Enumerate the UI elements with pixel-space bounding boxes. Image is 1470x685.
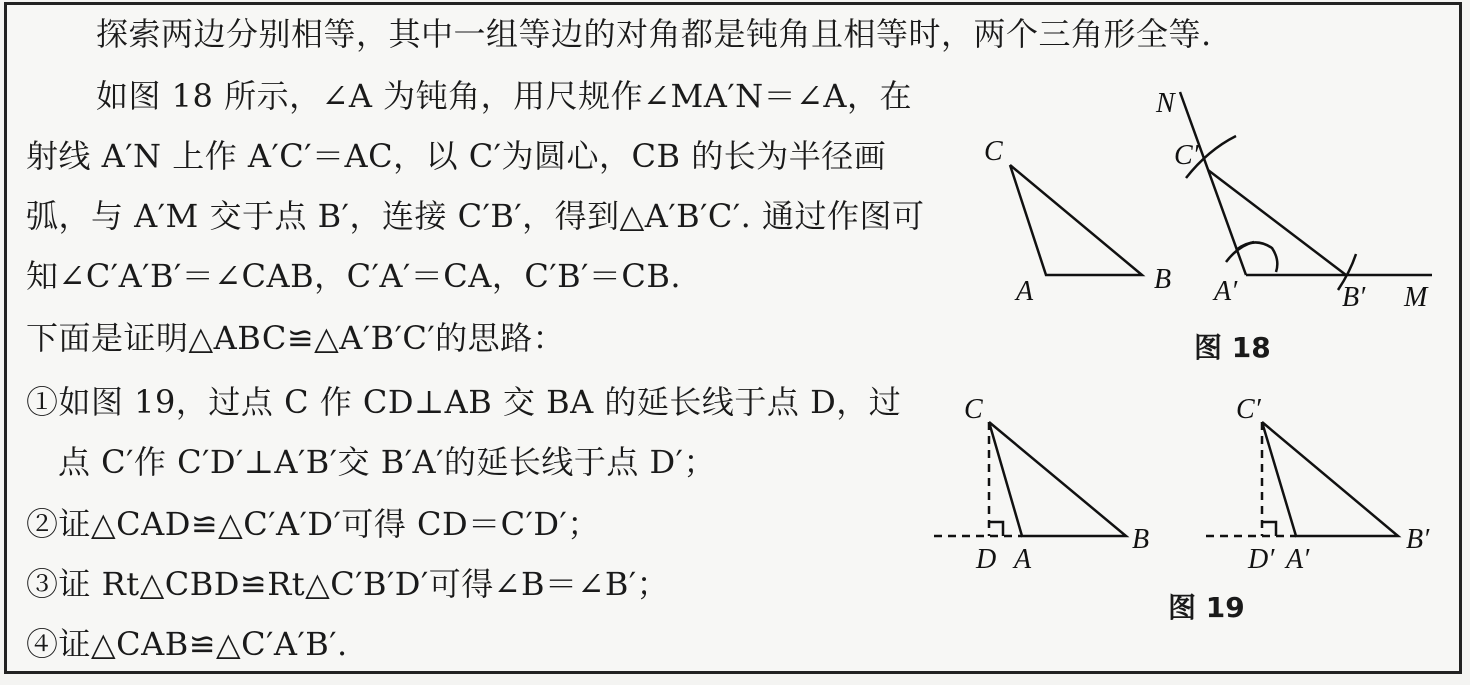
figure-19-caption: 图 19 bbox=[1168, 591, 1245, 624]
fig19-label-bp: B′ bbox=[1406, 524, 1430, 555]
text-line-4: 弧，与 A′M 交于点 B′，连接 C′B′，得到△A′B′C′. 通过作图可 bbox=[26, 197, 925, 235]
text-line-5: 知∠C′A′B′＝∠CAB，C′A′＝CA，C′B′＝CB. bbox=[26, 257, 682, 295]
fig19-right-angle-d bbox=[989, 522, 1003, 536]
text-line-7: ①如图 19，过点 C 作 CD⊥AB 交 BA 的延长线于点 D，过 bbox=[26, 383, 902, 421]
fig18-triangle-abc bbox=[1010, 165, 1142, 275]
fig19-label-cp: C′ bbox=[1236, 394, 1261, 425]
fig18-label-ap: A′ bbox=[1214, 276, 1238, 307]
fig18-label-b: B bbox=[1154, 264, 1172, 295]
figure-18-caption: 图 18 bbox=[1194, 331, 1271, 364]
fig18-label-c: C bbox=[984, 136, 1003, 167]
text-line-9: ②证△CAD≌△C′A′D′可得 CD＝C′D′； bbox=[26, 505, 600, 543]
fig19-label-b: B bbox=[1132, 524, 1150, 555]
text-line-11: ④证△CAB≌△C′A′B′. bbox=[26, 625, 348, 663]
fig19-right-angle-dp bbox=[1262, 522, 1276, 536]
text-line-8: 点 C′作 C′D′⊥A′B′交 B′A′的延长线于点 D′； bbox=[58, 443, 716, 481]
fig19-triangle-cab bbox=[989, 422, 1126, 536]
fig18-label-a: A bbox=[1016, 276, 1034, 307]
fig19-triangle-cpapbp bbox=[1262, 422, 1398, 536]
fig18-label-m: M bbox=[1404, 282, 1428, 313]
text-line-2: 如图 18 所示，∠A 为钝角，用尺规作∠MA′N＝∠A，在 bbox=[96, 77, 913, 115]
fig18-ray-an bbox=[1180, 92, 1246, 275]
text-line-1: 探索两边分别相等，其中一组等边的对角都是钝角且相等时，两个三角形全等. bbox=[96, 15, 1212, 53]
text-line-6: 下面是证明△ABC≌△A′B′C′的思路： bbox=[26, 319, 566, 357]
fig18-label-n: N bbox=[1156, 88, 1175, 119]
fig19-label-dp: D′ bbox=[1248, 544, 1275, 575]
fig19-label-d: D bbox=[976, 544, 997, 575]
fig18-label-bp: B′ bbox=[1342, 282, 1366, 313]
fig19-label-c: C bbox=[964, 394, 983, 425]
fig19-label-a: A bbox=[1014, 544, 1032, 575]
fig19-label-ap: A′ bbox=[1286, 544, 1310, 575]
text-line-10: ③证 Rt△CBD≌Rt△C′B′D′可得∠B＝∠B′； bbox=[26, 565, 670, 603]
fig18-label-cp: C′ bbox=[1174, 140, 1199, 171]
text-line-3: 射线 A′N 上作 A′C′＝AC，以 C′为圆心，CB 的长为半径画 bbox=[26, 137, 887, 175]
